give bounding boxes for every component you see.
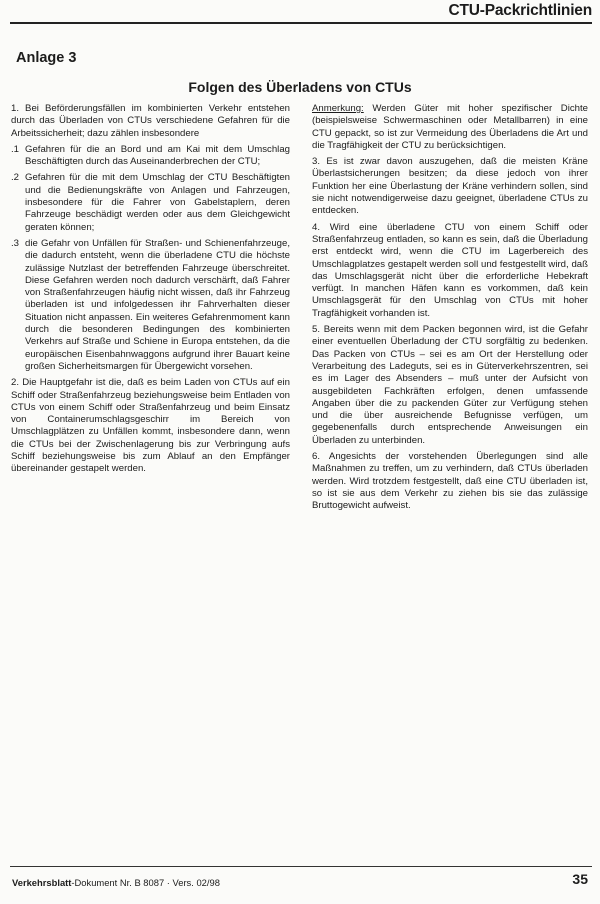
paragraph-2: 2. Die Hauptgefahr ist die, daß es beim Laden von CTUs auf ein Schiff oder Straßenfahrzeug beziehungsweise beim Entladen von CTUs von einem Schiff oder Straßenfahrzeug und beim Einsatz von Containerumschlagsgeschirr im Bereich von Umschlagplätzen zu Unfällen kommt, insbesondere dann, wenn die CTUs bei der Zwischenlagerung bis zur Verbringung aufs Schiff beziehungsweise bis zum Ablauf an den Empfänger übereinander gestapelt werden.	[11, 377, 290, 475]
page-number: 35	[572, 871, 588, 887]
left-column	[11, 103, 290, 480]
list-item-text: Gefahren für die an Bord und am Kai mit dem Umschlag Beschäftigten durch das Auseinanderbrechen der CTU;	[25, 143, 290, 168]
paragraph-3: 3. Es ist zwar davon auszugehen, daß die meisten Kräne Überlastsicherungen besitzen; da diese jedoch von ihrer Funktion her eine Überlastung der Kräne verhindern sollen, sind sie nicht notwendigerweise dazu geeignet, überladene CTUs zu entdecken.	[312, 156, 588, 217]
list-item	[11, 238, 290, 373]
list-item-text: Gefahren für die mit dem Umschlag der CTU Beschäftigten und die Bedienungskräfte von Anlagen und Fahrzeugen, insbesondere für die Fahrer von Gabelstaplern, deren Fahrzeuge beschädigt werden oder aus dem Gleichgewicht geraten können;	[25, 172, 290, 233]
page-title: Folgen des Überladens von CTUs	[188, 79, 412, 95]
annex-label: Anlage 3	[16, 50, 77, 66]
list-item-number: .3	[11, 237, 20, 249]
paragraph-1: 1. Bei Beförderungsfällen im kombinierten Verkehr entstehen durch das Überladen von CTUs verschiedene Gefahren für die Arbeitssicherheit; dazu zählen insbesondere	[11, 103, 290, 139]
list-item-text: die Gefahr von Unfällen für Straßen- und Schienenfahrzeuge, die dadurch entsteht, wenn die überladene CTU die höchste zulässige Nutzlast der betreffenden Fahrzeuge überschreitet. Diese Gefahren werden noch dadurch verschärft, daß Fahrer von Straßenfahrzeugen häufig nicht wissen, daß ihr Fahrzeug überladen ist und infolgedessen ihr Fahrverhalten dieser Situation nicht anpassen. Ein weiteres Gefahrenmoment kann durch die besonderen Bedingungen des kombinierten Verkehrs auf Straße und Schiene in Europa entstehen, da die europäischen Eisenbahnwaggons aufgrund ihrer Bauart keine großen Sicherheitsmargen für Übergewicht vorsehen.	[25, 237, 290, 372]
note-text: Werden Güter mit hoher spezifischer Dichte (beispielsweise Schwermaschinen oder Metallbarren) in eine CTU gepackt, so ist zur Vermeidung des Überladens die Art und die Tragfähigkeit der CTU zu berücksichtigen.	[312, 103, 588, 151]
list-item-number: .1	[11, 143, 20, 155]
list-item-number: .2	[11, 172, 20, 184]
running-header: CTU-Packrichtlinien	[448, 2, 592, 19]
header-rule	[10, 22, 592, 24]
paragraph-4: 4. Wird eine überladene CTU von einem Schiff oder Straßenfahrzeug entladen, so kann es sein, daß die Überladung erst entdeckt wird, wenn die CTU im Lagerbereich des Umschlagplatzes gestapelt werden soll und festgestellt wird, daß das Umschlagsgerät nicht über die erforderliche Hebekraft verfügt. In manchen Häfen kann es vorkommen, daß kein Umschlagsgerät für den Umschlag von CTUs mit hoher Tragfähigkeit vorhanden ist.	[312, 221, 588, 319]
list-item	[11, 144, 290, 169]
paragraph-6: 6. Angesichts der vorstehenden Überlegungen sind alle Maßnahmen zu treffen, um zu verhindern, daß CTUs überladen werden. Wird trotzdem festgestellt, daß eine CTU überladen ist, so ist sie aus dem Verkehr zu ziehen bis sie das zulässige Bruttogewicht aufweist.	[312, 451, 588, 512]
footer-citation	[12, 877, 220, 888]
note-label: Anmerkung:	[312, 103, 364, 114]
footer-publication: Verkehrsblatt	[12, 877, 72, 888]
paragraph-5: 5. Bereits wenn mit dem Packen begonnen wird, ist die Gefahr einer eventuellen Überladung der CTU sorgfältig zu bedenken. Das Packen von CTUs – sei es am Ort der Herstellung oder Verarbeitung des Ladeguts, sei es in Güterverkehrszentren, sei es im Lager des Absenders – muß unter der Aufsicht von ausgebildeten Fachkräften erfolgen, denen umfassende Angaben über die zu packenden Güter zur Verfügung stehen und die über ausreichende Befugnisse verfügen, um gegebenenfalls durch entsprechende Anweisungen ein Überladen zu unterbinden.	[312, 324, 588, 446]
right-column	[312, 103, 588, 517]
footer-doc-info: -Dokument Nr. B 8087 · Vers. 02/98	[71, 877, 220, 888]
list-item	[11, 172, 290, 233]
footer-rule	[10, 866, 592, 867]
note-paragraph	[312, 103, 588, 152]
